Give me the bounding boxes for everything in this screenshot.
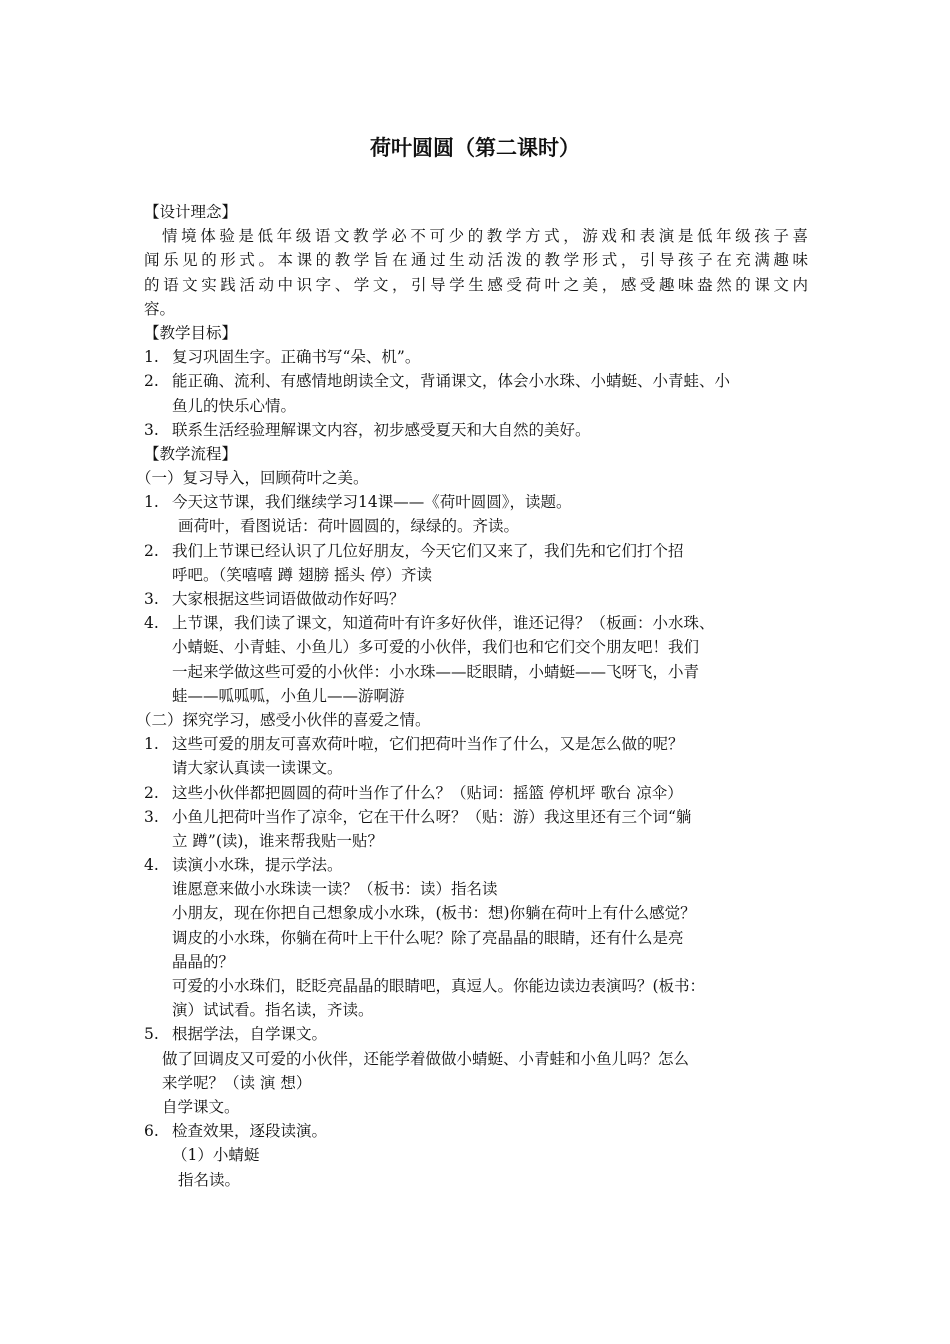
- section-heading-process: 【教学流程】: [144, 444, 238, 463]
- item-text: 检查效果，逐段读演。: [172, 1122, 328, 1141]
- concept-paragraph-line: 的语文实践活动中识字、学文，引导学生感受荷叶之美，感受趣味盎然的课文内: [144, 275, 808, 294]
- list-number: 3.: [144, 420, 159, 439]
- item-text-cont: 请大家认真读一读课文。: [172, 759, 343, 778]
- section-heading-goals: 【教学目标】: [144, 323, 238, 342]
- list-number: 4.: [144, 856, 159, 875]
- item-text-cont: 蛙——呱呱呱，小鱼儿——游啊游: [172, 686, 405, 705]
- list-item: [144, 539, 808, 563]
- list-item: [144, 1119, 808, 1143]
- item-text-cont: （1）小蜻蜓: [172, 1146, 260, 1165]
- concept-paragraph-line: 容。: [144, 299, 176, 318]
- item-text-cont: 晶晶的？: [172, 952, 235, 971]
- list-number: 2.: [144, 372, 159, 391]
- item-text: 今天这节课，我们继续学习14课——《荷叶圆圆》，读题。: [172, 493, 572, 512]
- list-number: 5.: [144, 1025, 159, 1044]
- list-item: [144, 805, 808, 829]
- list-item: [144, 1022, 808, 1046]
- item-text: 大家根据这些词语做做动作好吗？: [172, 590, 405, 608]
- document-body: [136, 200, 808, 1192]
- list-item: [144, 490, 808, 514]
- goal-item: [144, 345, 808, 369]
- item-text-cont: 来学呢？（读 演 想）: [162, 1073, 312, 1092]
- goal-item: [144, 369, 808, 393]
- item-text-cont: 小朋友，现在你把自己想象成小水珠，(板书：想)你躺在荷叶上有什么感觉？: [172, 904, 696, 923]
- list-number: 4.: [144, 614, 159, 633]
- document-title: 荷叶圆圆（第二课时）: [370, 135, 580, 160]
- section-heading-concept: 【设计理念】: [144, 203, 238, 221]
- list-number: 1.: [144, 348, 159, 367]
- item-text-cont: 一起来学做这些可爱的小伙伴：小水珠——眨眼睛，小蜻蜓——飞呀飞，小青: [172, 662, 700, 681]
- list-number: 6.: [144, 1122, 159, 1141]
- list-item: [144, 781, 808, 805]
- goal-text-cont: 鱼儿的快乐心情。: [172, 396, 297, 415]
- item-text-cont: 小蜻蜓、小青蛙、小鱼儿）多可爱的小伙伴，我们也和它们交个朋友吧！我们: [172, 638, 700, 657]
- concept-paragraph-line: 闻乐见的形式。本课的教学旨在通过生动活泼的教学形式，引导孩子在充满趣味: [144, 251, 808, 270]
- list-number: 2.: [144, 783, 159, 802]
- item-text: 这些可爱的朋友可喜欢荷叶啦，它们把荷叶当作了什么，又是怎么做的呢？: [172, 735, 684, 754]
- goal-text: 联系生活经验理解课文内容，初步感受夏天和大自然的美好。: [172, 420, 591, 439]
- item-text: 根据学法，自学课文。: [172, 1025, 328, 1044]
- list-number: 3.: [144, 807, 159, 826]
- item-text-cont: 立 蹲”(读)，谁来帮我贴一贴？: [172, 831, 383, 850]
- list-number: 1.: [144, 493, 159, 512]
- item-text-cont: 可爱的小水珠们，眨眨亮晶晶的眼睛吧，真逗人。你能边读边表演吗？(板书：: [172, 977, 706, 995]
- item-text-cont: 呼吧。（笑嘻嘻 蹲 翅膀 摇头 停）齐读: [172, 565, 432, 584]
- list-number: 3.: [144, 590, 159, 608]
- goal-item: [144, 418, 808, 442]
- concept-paragraph-line: 情境体验是低年级语文教学必不可少的教学方式，游戏和表演是低年级孩子喜: [162, 227, 808, 246]
- item-text-cont: 谁愿意来做小水珠读一读？（板书：读）指名读: [172, 880, 498, 899]
- item-text: 我们上节课已经认识了几位好朋友，今天它们又来了，我们先和它们打个招: [172, 541, 684, 560]
- item-text-cont: 自学课文。: [162, 1097, 240, 1116]
- list-item: [144, 732, 808, 756]
- list-item: [144, 611, 808, 635]
- item-text: 小鱼儿把荷叶当作了凉伞，它在干什么呀？（贴：游）我这里还有三个词“躺: [172, 807, 692, 826]
- list-item: [144, 853, 808, 877]
- item-text: 这些小伙伴都把圆圆的荷叶当作了什么？（贴词：摇篮 停机坪 歌台 凉伞）: [172, 783, 683, 802]
- item-text-cont: 画荷叶，看图说话：荷叶圆圆的，绿绿的。齐读。: [178, 517, 520, 536]
- process-part1-heading: （一）复习导入，回顾荷叶之美。: [136, 469, 369, 488]
- item-text-cont: 演）试试看。指名读，齐读。: [172, 1001, 374, 1020]
- item-text: 上节课，我们读了课文，知道荷叶有许多好伙伴，谁还记得？（板画：小水珠、: [172, 614, 715, 633]
- item-text-cont: 调皮的小水珠，你躺在荷叶上干什么呢？除了亮晶晶的眼睛，还有什么是亮: [172, 928, 684, 947]
- item-text: 读演小水珠，提示学法。: [172, 856, 343, 875]
- list-item: [144, 587, 808, 611]
- goal-text: 复习巩固生字。正确书写“朵、机”。: [172, 348, 421, 367]
- item-text-cont: 指名读。: [178, 1170, 241, 1189]
- list-number: 1.: [144, 735, 159, 754]
- goal-text: 能正确、流利、有感情地朗读全文，背诵课文，体会小水珠、小蜻蜓、小青蛙、小: [172, 372, 731, 391]
- list-number: 2.: [144, 541, 159, 560]
- process-part2-heading: （二）探究学习，感受小伙伴的喜爱之情。: [136, 710, 431, 729]
- item-text-cont: 做了回调皮又可爱的小伙伴，还能学着做做小蜻蜓、小青蛙和小鱼儿吗？怎么: [162, 1049, 690, 1068]
